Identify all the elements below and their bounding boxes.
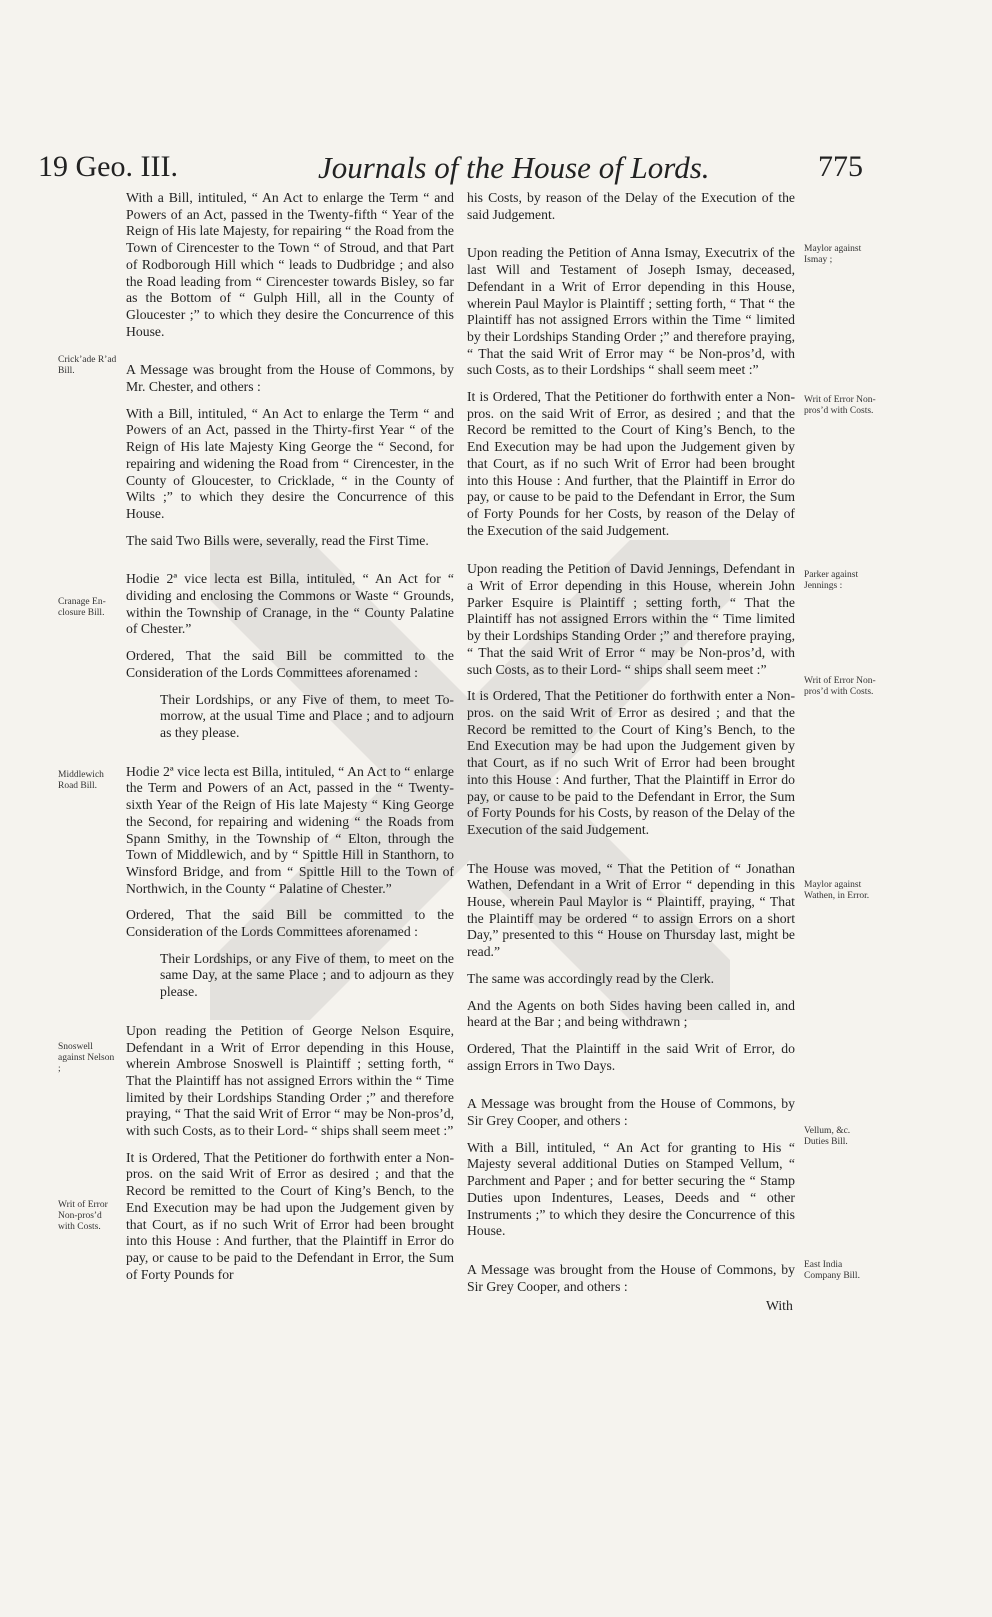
paragraph: Hodie 2ª vice lecta est Billa, intituled, “ An Act for “ dividing and enclosing the Commons or Waste “ Grounds, within the Township of Cranage, in the “ County Palatine of Chester.” bbox=[126, 571, 454, 637]
paragraph: Upon reading the Petition of David Jennings, Defendant in a Writ of Error depending in this House, wherein John Parker Esquire is Plaintiff ; setting forth, “ That the Plaintiff has not assigned Errors within the “ Time limited by their Lordships Standing Order ;” and therefore praying, “ That the said Writ of Error “ may be Non-pros’d, with such Costs, as to their Lord- “ ships shall seem meet :” bbox=[467, 561, 795, 677]
page-header-regnal-year: 19 Geo. III. bbox=[38, 150, 178, 183]
paragraph: With a Bill, intituled, “ An Act to enlarge the Term “ and Powers of an Act, passed in the Thirty-first Year “ of the Reign of His late Majesty King George the “ Second, for repairing and widening the Road from “ Cirencester, in the County of Gloucester, to Cricklade, “ in the County of Wilts ;” to which they desire the Concurrence of this House. bbox=[126, 405, 454, 521]
paragraph: With a Bill, intituled, “ An Act to enlarge the Term “ and Powers of an Act, passed in the Twenty-fifth “ Year of the Reign of His late Majesty, for repairing “ the Road from the Town of Cirencester to the Town “ of Stroud, and that Part of Rodborough Hill which “ leads to Dudbridge ; and also the Road leading from “ Cirencester towards Bisley, so far as the Bottom of “ Gulph Hill, all in the County of Gloucester ;” to which they desire the Concurrence of this House. bbox=[126, 190, 454, 339]
paragraph: The said Two Bills were, severally, read the First Time. bbox=[126, 532, 429, 548]
paragraph: Ordered, That the said Bill be committed to the Consideration of the Lords Committees aforenamed : bbox=[126, 648, 454, 680]
paragraph: A Message was brought from the House of Commons, by Sir Grey Cooper, and others : bbox=[467, 1096, 795, 1129]
paragraph: The same was accordingly read by the Clerk. bbox=[467, 970, 715, 986]
margin-note-maylor-wathen: Maylor against Wathen, in Error. bbox=[804, 880, 870, 901]
paragraph: Ordered, That the Plaintiff in the said Writ of Error, do assign Errors in Two Days. bbox=[467, 1040, 795, 1073]
left-column bbox=[126, 190, 454, 1293]
margin-note-writ-error: Writ of Error Non-pros’d with Costs. bbox=[58, 1200, 108, 1232]
paragraph: A Message was brought from the House of Commons, by Mr. Chester, and others : bbox=[126, 362, 454, 395]
paragraph: Hodie 2ª vice lecta est Billa, intituled, “ An Act to “ enlarge the Term and Powers of an Act, passed in the “ Twenty-sixth Year of the Reign of His late Majesty “ King George the Second, for repairing and widening “ the Roads from Spann Smithy, in the Township of “ Elton, through the Town of Middlewich, and by “ Spittle Hill in Stanthorn, to Winsford Bridge, and from “ Spittle Hill to the Town of Northwich, in the County “ Palatine of Chester.” bbox=[126, 763, 454, 896]
paragraph: It is Ordered, That the Petitioner do forthwith enter a Non-pros. on the said Writ of Error, as desired ; and that the Record be remitted to the Court of King’s Bench, to the End Execution may be had upon the Judgement given by that Court, as if no such Writ of Error had been brought into this House : And further, that the Plaintiff in Error do pay, or cause to be paid to the Defendant in Error, the Sum of Forty Pounds for her Costs, by reason of the Delay of the Execution of the said Judgement. bbox=[467, 389, 795, 538]
paragraph: Ordered, That the said Bill be committed to the Consideration of the Lords Committees aforenamed : bbox=[126, 907, 454, 940]
page-number: 775 bbox=[818, 150, 863, 183]
margin-note-middlewich: Middlewich Road Bill. bbox=[58, 770, 104, 791]
paragraph: Upon reading the Petition of Anna Ismay, Executrix of the last Will and Testament of Joseph Ismay, deceased, Defendant in a Writ of Error depending in this House, wherein Paul Maylor is Plaintiff ; setting forth, “ That “ the Plaintiff has not assigned Errors within the Time “ limited by their Lordships Standing Order ;” and therefore praying, “ That the said Writ of Error may “ be Non-pros’d, with such Costs, as to their Lordships “ shall seem meet :” bbox=[467, 245, 795, 378]
paragraph: With a Bill, intituled, “ An Act for granting to His “ Majesty several additional Duties on Stamped Vellum, “ Parchment and Paper ; and for better securing the “ Stamp Duties upon Indentures, Leases, Deeds and “ other Instruments ;” to which they desire the Concurrence of this House. bbox=[467, 1139, 795, 1239]
paragraph: Their Lordships, or any Five of them, to meet on the same Day, at the same Place ; and to adjourn as they please. bbox=[160, 950, 454, 1000]
paragraph: A Message was brought from the House of Commons, by Sir Grey Cooper, and others : bbox=[467, 1261, 795, 1294]
margin-note-maylor-ismay: Maylor against Ismay ; bbox=[804, 244, 862, 265]
paragraph: It is Ordered, That the Petitioner do forthwith enter a Non-pros. on the said Writ of Error as desired ; and that the Record be remitted to the Court of King’s Bench, to the End Execution may be had upon the Judgement given by that Court, as if no such Writ of Error had been brought into this House : And further, that the Plaintiff in Error do pay, or cause to be paid to the Defendant in Error, the Sum of Forty Pounds for bbox=[126, 1149, 454, 1282]
margin-note-cricklade: Crick’ade R’ad Bill. bbox=[58, 355, 117, 376]
margin-note-writ-error: Writ of Error Non-pros’d with Costs. bbox=[804, 395, 876, 416]
paragraph: The House was moved, “ That the Petition of “ Jonathan Wathen, Defendant in a Writ of Error “ depending in this House, wherein Paul Maylor is “ Plaintiff, praying, “ That the Plaintiff may be ordered “ to assign Errors on a short Day,” presented to this “ House on Thursday last, might be read.” bbox=[467, 860, 795, 960]
margin-note-parker: Parker against Jennings : bbox=[804, 570, 859, 591]
paragraph: his Costs, by reason of the Delay of the Execution of the said Judgement. bbox=[467, 190, 795, 222]
paragraph: It is Ordered, That the Petitioner do forthwith enter a Non-pros. on the said Writ of Error as desired ; and that the Record be remitted to the Court of King’s Bench, to the End Execution may be had upon the Judgement given by that Court, as if no such Writ of Error had been brought into this House : And further, That the Plaintiff in Error do pay, or cause to be paid to the Defendant in Error, the Sum of Forty Pounds for his Costs, by reason of the Delay of the Execution of the said Judgement. bbox=[467, 688, 795, 837]
paragraph: Upon reading the Petition of George Nelson Esquire, Defendant in a Writ of Error depending in this House, wherein Ambrose Snoswell is Plaintiff ; setting forth, “ That the Plaintiff has not assigned Errors within the “ Time limited by their Lordships Standing Order ;” and therefore praying, “ That the said Writ of Error “ may be Non-pros’d, with such Costs, as to their Lord- “ ships shall seem meet :” bbox=[126, 1022, 454, 1139]
margin-note-snoswell: Snoswell against Nelson ; bbox=[58, 1042, 115, 1074]
margin-note-writ-error: Writ of Error Non-pros’d with Costs. bbox=[804, 676, 876, 697]
paragraph: Their Lordships, or any Five of them, to meet To-morrow, at the usual Time and Place ; and to adjourn as they please. bbox=[160, 691, 454, 740]
paragraph: And the Agents on both Sides having been called in, and heard at the Bar ; and being withdrawn ; bbox=[467, 997, 795, 1030]
right-column bbox=[467, 190, 795, 1305]
margin-note-vellum: Vellum, &c. Duties Bill. bbox=[804, 1126, 851, 1147]
catchword: With bbox=[766, 1298, 793, 1313]
margin-note-east-india: East India Company Bill. bbox=[804, 1260, 860, 1281]
page-header-title: Journals of the House of Lords. bbox=[318, 150, 710, 185]
margin-note-cranage: Cranage En-closure Bill. bbox=[58, 597, 106, 618]
